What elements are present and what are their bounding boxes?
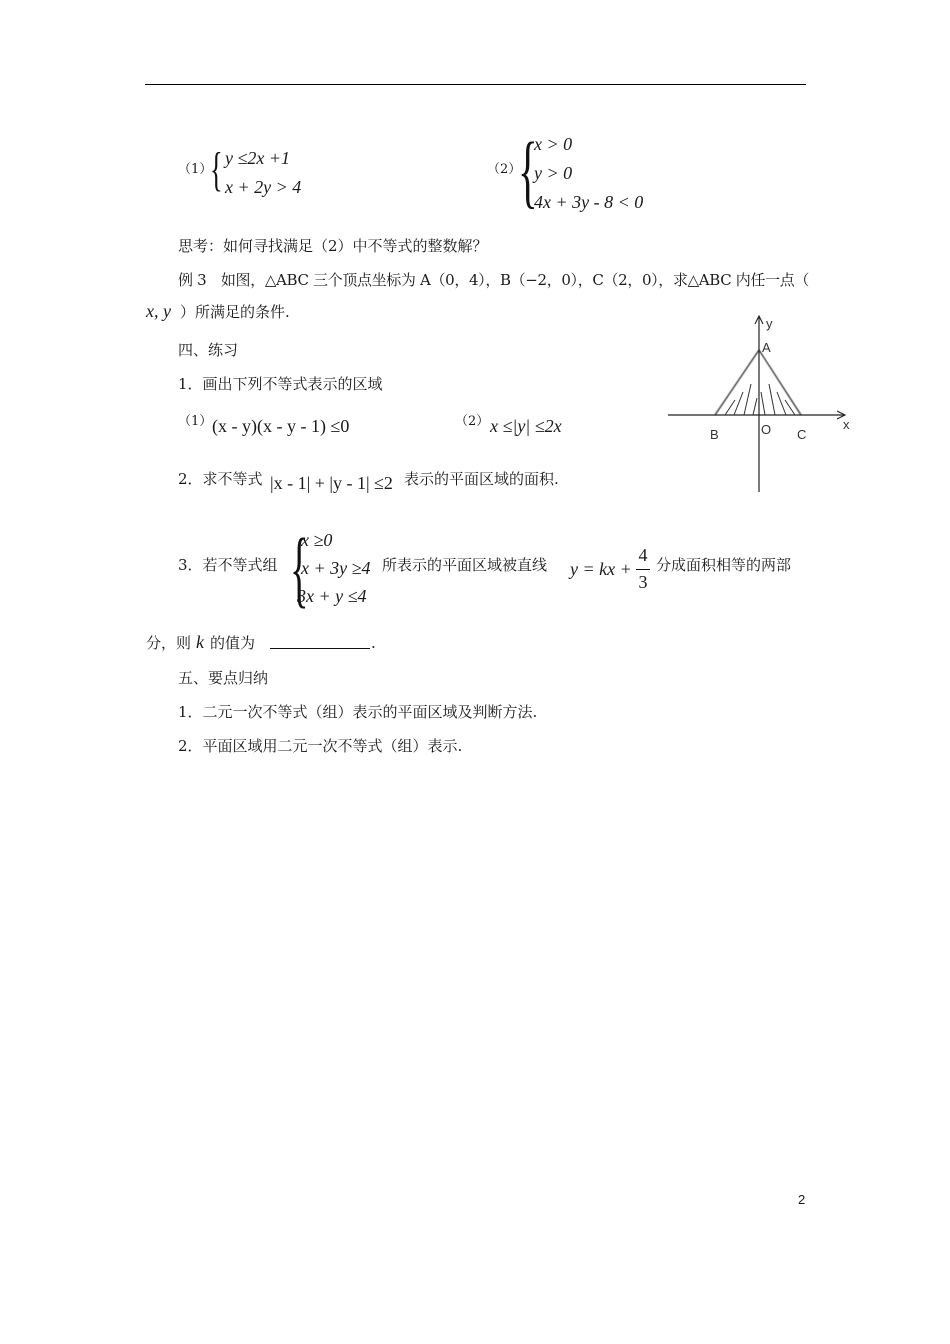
x-axis-label: x [843,417,850,432]
exercise-1-part-1-expr: (x - y)(x - y - 1) ≤0 [212,416,350,436]
exercise-3-middle-text: 所表示的平面区域被直线 [382,556,548,574]
example-3-point-xy: x, y [146,301,171,321]
exercise-3-end: . [371,634,376,652]
exercise-3-cont-prefix: 分，则 [146,634,192,652]
system-1-label: （1） [178,162,213,177]
origin-o-label: O [761,422,772,437]
example-3-condition-text: ）所满足的条件. [180,303,290,321]
exercise-1-part-2-label: （2） [455,414,490,429]
section-5-heading: 五、要点归纳 [178,669,269,687]
vertex-c-label: C [797,427,807,442]
exercise-1-part-2-expr: x ≤|y| ≤2x [490,416,562,436]
exercise-1-part-1-label: （1） [178,414,213,429]
exercise-2-suffix: 表示的平面区域的面积. [404,470,559,488]
exercise-2-prefix: 2．求不等式 [178,470,263,488]
answer-blank[interactable] [270,648,370,649]
system-1-brace: { [210,143,223,196]
page-number: 2 [798,1192,806,1207]
fraction-denominator: 3 [638,572,648,592]
exercise-2-expr: |x - 1| + |y - 1| ≤2 [270,473,393,493]
exercise-1-title: 1．画出下列不等式表示的区域 [178,375,383,393]
y-axis-label: y [766,316,773,331]
summary-item-1: 1．二元一次不等式（组）表示的平面区域及判断方法. [178,703,538,721]
exercise-3-line-expr: y = kx + [570,559,632,579]
example-3-text: 例 3 如图，△ABC 三个顶点坐标为 A（0，4），B（−2，0），C（2，0），求△ABC 内任一点（ [178,271,810,289]
exercise-3-cont-suffix: 的值为 [210,634,256,652]
fraction-numerator: 4 [638,545,648,565]
exercise-3-line-1: x ≥0 [301,530,333,550]
exercise-3-line-3: 3x + y ≤4 [297,586,367,606]
think-question: 思考：如何寻找满足（2）中不等式的整数解？ [178,237,488,255]
system-2-brace: { [518,125,538,216]
x-axis [668,411,845,419]
system-1-line-1: y ≤2x +1 [225,148,291,168]
system-2-line-2: y > 0 [534,163,573,183]
system-1-line-2: x + 2y > 4 [225,177,302,197]
header-rule [145,84,806,85]
exercise-3-suffix: 分成面积相等的两部 [656,556,792,574]
triangle-figure [665,312,865,497]
vertex-a-label: A [762,340,771,355]
system-2-line-3: 4x + 3y - 8 < 0 [534,192,644,212]
vertex-b-label: B [710,427,719,442]
exercise-3-prefix: 3．若不等式组 [178,556,278,574]
exercise-3-brace: { [290,520,309,616]
summary-item-2: 2．平面区域用二元一次不等式（组）表示. [178,737,463,755]
section-4-heading: 四、练习 [178,341,239,359]
fraction-bar [636,569,650,570]
exercise-3-k-variable: k [196,632,204,652]
system-2-line-1: x > 0 [534,134,573,154]
exercise-3-line-2: x + 3y ≥4 [301,558,371,578]
system-2-label: （2） [487,162,522,177]
